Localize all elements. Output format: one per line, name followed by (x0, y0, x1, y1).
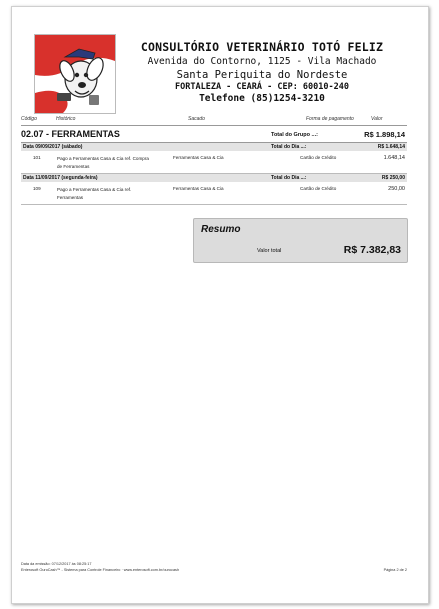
entry-drawee: Ferramentas Casa & Cia (173, 186, 224, 191)
group-total-value: R$ 1.898,14 (364, 130, 405, 139)
col-history: Histórico (56, 116, 76, 122)
day-total-value: R$ 250,00 (381, 175, 405, 181)
day-band (21, 143, 407, 151)
col-payment: Forma de pagamento (306, 116, 354, 122)
company-name: CONSULTÓRIO VETERINÁRIO TOTÓ FELIZ (140, 40, 384, 54)
day-band (21, 174, 407, 182)
summary-box (193, 218, 408, 263)
footer-software: Enterosoft OuroCash™ - Sistema para Controle Financeiro · www.enterosoft.com.br/ourocash (21, 568, 180, 572)
group-name: 02.07 - FERRAMENTAS (21, 129, 120, 139)
day-label: Data 11/09/2017 (segunda-feira) (23, 175, 98, 181)
entry-history-line2: Ferramentas (57, 195, 84, 200)
entry-row (21, 186, 407, 202)
entry-payment: Cartão de Crédito (300, 186, 337, 191)
company-phone: Telefone (85)1254-3210 (199, 93, 325, 104)
day-label: Data 09/09/2017 (sábado) (23, 144, 83, 150)
summary-total-value: R$ 7.382,83 (343, 244, 401, 256)
day-total-label: Total do Dia ...: (271, 175, 307, 181)
footer-page-number: Página 2 de 2 (383, 568, 407, 572)
entry-value: 1.648,14 (383, 155, 405, 161)
entry-divider (21, 204, 407, 205)
logo (34, 34, 116, 114)
entry-code: 109 (33, 186, 41, 191)
day-total-label: Total do Dia ...: (271, 144, 307, 150)
entry-value: 250,00 (388, 186, 405, 192)
company-header (112, 40, 412, 104)
col-code: Código (21, 116, 37, 122)
company-city-cep: FORTALEZA - CEARÁ - CEP: 60010-240 (175, 82, 349, 92)
summary-label: Valor total (257, 248, 282, 254)
entry-history-line1: Pago a Ferramentas Casa & Cia ref. Compra (57, 156, 149, 161)
entry-history-line2: de Ferramentas (57, 164, 90, 169)
footer-emission: Data da emissão: 07/12/2017 às 08:25:17 (21, 562, 92, 566)
entry-history-line1: Pago a Ferramentas Casa & Cia ref. (57, 187, 132, 192)
group-total-label: Total do Grupo ...: (271, 132, 318, 138)
group-row (21, 128, 407, 143)
company-neighborhood: Santa Periquita do Nordeste (176, 69, 348, 81)
summary-title: Resumo (201, 224, 241, 235)
entry-drawee: Ferramentas Casa & Cia (173, 155, 224, 160)
dog-logo-icon (35, 35, 115, 113)
column-headers (21, 116, 407, 126)
col-value: Valor (371, 116, 383, 122)
entry-payment: Cartão de Crédito (300, 155, 337, 160)
company-address: Avenida do Contorno, 1125 - Vila Machado (147, 56, 377, 67)
col-drawee: Sacado (188, 116, 205, 122)
entry-code: 101 (33, 155, 41, 160)
day-total-value: R$ 1.648,14 (377, 144, 405, 150)
entry-row (21, 155, 407, 171)
